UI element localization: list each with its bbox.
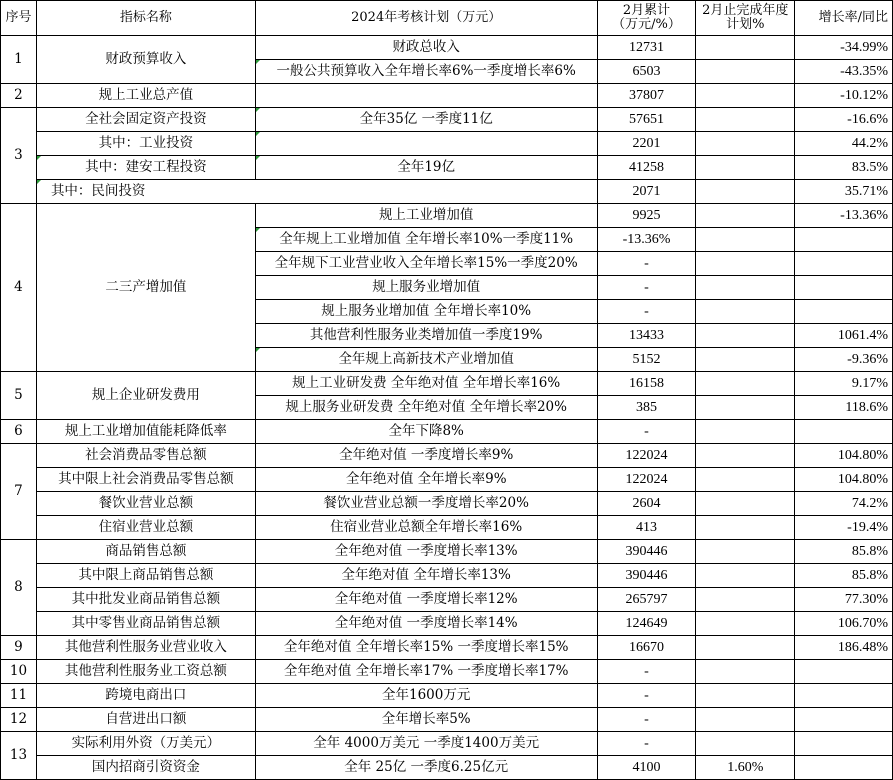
header-completion[interactable]: 2月止完成年度计划% [696, 1, 795, 36]
header-row [1, 1, 893, 36]
completion-cell[interactable] [696, 684, 795, 708]
plan-cell[interactable]: 财政总收入 [255, 36, 597, 60]
cumulative-cell[interactable]: 390446 [597, 564, 696, 588]
growth-cell[interactable]: 85.8% [795, 540, 893, 564]
indicator-name-cell[interactable]: 国内招商引资资金 [36, 756, 255, 780]
table-row [1, 156, 893, 180]
completion-cell[interactable] [696, 612, 795, 636]
cumulative-cell[interactable]: - [597, 732, 696, 756]
seq-cell[interactable]: 5 [1, 372, 37, 420]
table-row [1, 732, 893, 756]
plan-cell[interactable]: 全年19亿 [255, 156, 597, 180]
indicator-name-cell[interactable]: 实际利用外资（万美元） [36, 732, 255, 756]
table-row [1, 36, 893, 60]
indicator-name-cell[interactable]: 社会消费品零售总额 [36, 444, 255, 468]
cumulative-cell[interactable]: 37807 [597, 84, 696, 108]
plan-cell[interactable]: 全年增长率5% [255, 708, 597, 732]
table-row [1, 540, 893, 564]
completion-cell[interactable] [696, 660, 795, 684]
plan-cell[interactable]: 全年绝对值 全年增长率9% [255, 468, 597, 492]
completion-cell[interactable] [696, 516, 795, 540]
growth-cell[interactable]: 186.48% [795, 636, 893, 660]
growth-cell[interactable] [795, 300, 893, 324]
completion-cell[interactable] [696, 540, 795, 564]
seq-cell[interactable]: 12 [1, 708, 37, 732]
cumulative-cell[interactable]: 13433 [597, 324, 696, 348]
table-row [1, 708, 893, 732]
table-row [1, 492, 893, 516]
growth-cell[interactable] [795, 708, 893, 732]
indicator-name-cell[interactable]: 住宿业营业总额 [36, 516, 255, 540]
indicator-name-cell[interactable]: 财政预算收入 [36, 36, 255, 84]
completion-cell[interactable] [696, 468, 795, 492]
completion-cell[interactable] [696, 60, 795, 84]
growth-cell[interactable] [795, 660, 893, 684]
cumulative-cell[interactable]: 9925 [597, 204, 696, 228]
indicator-name-cell[interactable]: 商品销售总额 [36, 540, 255, 564]
seq-cell[interactable]: 10 [1, 660, 37, 684]
table-row [1, 132, 893, 156]
cumulative-cell[interactable]: 16670 [597, 636, 696, 660]
table-row [1, 420, 893, 444]
cumulative-cell[interactable]: 265797 [597, 588, 696, 612]
cumulative-cell[interactable]: - [597, 684, 696, 708]
plan-cell[interactable]: 规上服务业增加值 全年增长率10% [255, 300, 597, 324]
seq-cell[interactable]: 9 [1, 636, 37, 660]
indicator-name-cell[interactable]: 其中：民间投资 [36, 180, 597, 204]
completion-cell[interactable] [696, 84, 795, 108]
completion-cell[interactable] [696, 372, 795, 396]
seq-cell[interactable]: 8 [1, 540, 37, 636]
seq-cell[interactable]: 13 [1, 732, 37, 780]
completion-cell[interactable] [696, 204, 795, 228]
cumulative-cell[interactable]: 2071 [597, 180, 696, 204]
cumulative-cell[interactable]: 2604 [597, 492, 696, 516]
plan-cell[interactable]: 全年绝对值 一季度增长率12% [255, 588, 597, 612]
growth-cell[interactable]: 83.5% [795, 156, 893, 180]
cumulative-cell[interactable]: 41258 [597, 156, 696, 180]
plan-cell[interactable]: 全年绝对值 全年增长率17% 一季度增长率17% [255, 660, 597, 684]
growth-cell[interactable] [795, 684, 893, 708]
plan-cell[interactable]: 规上工业研发费 全年绝对值 全年增长率16% [255, 372, 597, 396]
completion-cell[interactable] [696, 420, 795, 444]
indicator-name-cell[interactable]: 其他营利性服务业营业收入 [36, 636, 255, 660]
completion-cell[interactable] [696, 180, 795, 204]
table-row [1, 684, 893, 708]
plan-cell[interactable]: 规上服务业增加值 [255, 276, 597, 300]
completion-cell[interactable] [696, 252, 795, 276]
header-cumulative[interactable]: 2月累计 （万元/%） [597, 1, 696, 36]
plan-cell[interactable] [255, 84, 597, 108]
indicator-name-cell[interactable]: 其中限上社会消费品零售总额 [36, 468, 255, 492]
completion-cell[interactable] [696, 300, 795, 324]
cumulative-cell[interactable]: 12731 [597, 36, 696, 60]
completion-cell[interactable] [696, 636, 795, 660]
cumulative-cell[interactable]: -13.36% [597, 228, 696, 252]
table-row [1, 372, 893, 396]
table-row [1, 756, 893, 780]
plan-cell[interactable]: 住宿业营业总额全年增长率16% [255, 516, 597, 540]
growth-cell[interactable]: -34.99% [795, 36, 893, 60]
growth-cell[interactable]: 118.6% [795, 396, 893, 420]
growth-cell[interactable]: -13.36% [795, 204, 893, 228]
header-growth[interactable]: 增长率/同比 [795, 1, 893, 36]
seq-cell[interactable]: 11 [1, 684, 37, 708]
table-row [1, 204, 893, 228]
completion-cell[interactable] [696, 156, 795, 180]
plan-cell[interactable]: 餐饮业营业总额一季度增长率20% [255, 492, 597, 516]
table-row [1, 516, 893, 540]
completion-cell[interactable] [696, 36, 795, 60]
growth-cell[interactable]: 44.2% [795, 132, 893, 156]
growth-cell[interactable] [795, 252, 893, 276]
growth-cell[interactable]: 35.71% [795, 180, 893, 204]
completion-cell[interactable] [696, 492, 795, 516]
plan-cell[interactable]: 全年绝对值 全年增长率13% [255, 564, 597, 588]
plan-cell[interactable]: 全年绝对值 一季度增长率9% [255, 444, 597, 468]
growth-cell[interactable]: -10.12% [795, 84, 893, 108]
cumulative-cell[interactable]: 122024 [597, 444, 696, 468]
seq-cell[interactable]: 6 [1, 420, 37, 444]
plan-cell[interactable]: 全年 4000万美元 一季度1400万美元 [255, 732, 597, 756]
table-row [1, 108, 893, 132]
growth-cell[interactable] [795, 276, 893, 300]
cumulative-cell[interactable]: 4100 [597, 756, 696, 780]
header-name[interactable]: 指标名称 [36, 1, 255, 36]
plan-cell[interactable]: 一般公共预算收入全年增长率6%一季度增长率6% [255, 60, 597, 84]
growth-cell[interactable]: -19.4% [795, 516, 893, 540]
cumulative-cell[interactable]: - [597, 420, 696, 444]
growth-cell[interactable] [795, 420, 893, 444]
growth-cell[interactable]: 74.2% [795, 492, 893, 516]
header-plan[interactable]: 2024年考核计划（万元） [255, 1, 597, 36]
cumulative-cell[interactable]: 122024 [597, 468, 696, 492]
cumulative-cell[interactable]: 390446 [597, 540, 696, 564]
growth-cell[interactable] [795, 756, 893, 780]
seq-cell[interactable]: 2 [1, 84, 37, 108]
completion-cell[interactable] [696, 732, 795, 756]
growth-cell[interactable]: 9.17% [795, 372, 893, 396]
table-row [1, 468, 893, 492]
table-row [1, 444, 893, 468]
indicator-name-cell[interactable]: 其中限上商品销售总额 [36, 564, 255, 588]
plan-cell[interactable]: 全年绝对值 全年增长率15% 一季度增长率15% [255, 636, 597, 660]
plan-cell[interactable]: 全年绝对值 一季度增长率14% [255, 612, 597, 636]
plan-cell[interactable]: 规上服务业研发费 全年绝对值 全年增长率20% [255, 396, 597, 420]
cumulative-cell[interactable]: - [597, 276, 696, 300]
table-row [1, 180, 893, 204]
plan-cell[interactable]: 全年规上工业增加值 全年增长率10%一季度11% [255, 228, 597, 252]
indicator-name-cell[interactable]: 二三产增加值 [36, 204, 255, 372]
growth-cell[interactable] [795, 732, 893, 756]
indicator-name-cell[interactable]: 规上工业总产值 [36, 84, 255, 108]
table-row [1, 636, 893, 660]
cumulative-cell[interactable]: 2201 [597, 132, 696, 156]
plan-cell[interactable]: 规上工业增加值 [255, 204, 597, 228]
growth-cell[interactable]: 104.80% [795, 468, 893, 492]
cumulative-cell[interactable]: 16158 [597, 372, 696, 396]
plan-cell[interactable]: 全年下降8% [255, 420, 597, 444]
completion-cell[interactable] [696, 588, 795, 612]
header-seq[interactable]: 序号 [1, 1, 37, 36]
completion-cell[interactable] [696, 276, 795, 300]
growth-cell[interactable] [795, 228, 893, 252]
growth-cell[interactable]: 106.70% [795, 612, 893, 636]
indicator-name-cell[interactable]: 全社会固定资产投资 [36, 108, 255, 132]
plan-cell[interactable]: 其他营利性服务业类增加值一季度19% [255, 324, 597, 348]
indicator-name-cell[interactable]: 规上企业研发费用 [36, 372, 255, 420]
cumulative-cell[interactable]: 124649 [597, 612, 696, 636]
cumulative-cell[interactable]: 57651 [597, 108, 696, 132]
table-row [1, 612, 893, 636]
seq-cell[interactable]: 3 [1, 108, 37, 204]
table-row [1, 588, 893, 612]
cumulative-cell[interactable]: - [597, 708, 696, 732]
indicator-name-cell[interactable]: 其中：建安工程投资 [36, 156, 255, 180]
plan-cell[interactable]: 全年35亿 一季度11亿 [255, 108, 597, 132]
completion-cell[interactable] [696, 396, 795, 420]
table-row [1, 564, 893, 588]
table-row [1, 84, 893, 108]
completion-cell[interactable] [696, 108, 795, 132]
growth-cell[interactable]: -16.6% [795, 108, 893, 132]
indicator-name-cell[interactable]: 其中：工业投资 [36, 132, 255, 156]
cumulative-cell[interactable]: - [597, 660, 696, 684]
cumulative-cell[interactable]: 385 [597, 396, 696, 420]
table-row [1, 660, 893, 684]
seq-cell[interactable]: 7 [1, 444, 37, 540]
completion-cell[interactable] [696, 228, 795, 252]
cumulative-cell[interactable]: 413 [597, 516, 696, 540]
indicator-name-cell[interactable]: 其中批发业商品销售总额 [36, 588, 255, 612]
cumulative-cell[interactable]: 6503 [597, 60, 696, 84]
growth-cell[interactable]: 85.8% [795, 564, 893, 588]
cumulative-cell[interactable]: - [597, 300, 696, 324]
growth-cell[interactable]: 1061.4% [795, 324, 893, 348]
indicator-name-cell[interactable]: 跨境电商出口 [36, 684, 255, 708]
completion-cell[interactable] [696, 708, 795, 732]
indicator-name-cell[interactable]: 餐饮业营业总额 [36, 492, 255, 516]
cumulative-cell[interactable]: 5152 [597, 348, 696, 372]
growth-cell[interactable]: -9.36% [795, 348, 893, 372]
cumulative-cell[interactable]: - [597, 252, 696, 276]
indicator-name-cell[interactable]: 规上工业增加值能耗降低率 [36, 420, 255, 444]
completion-cell[interactable] [696, 564, 795, 588]
plan-cell[interactable]: 全年1600万元 [255, 684, 597, 708]
seq-cell[interactable]: 4 [1, 204, 37, 372]
plan-cell[interactable]: 全年规下工业营业收入全年增长率15%一季度20% [255, 252, 597, 276]
completion-cell[interactable] [696, 132, 795, 156]
plan-cell[interactable]: 全年规上高新技术产业增加值 [255, 348, 597, 372]
growth-cell[interactable]: -43.35% [795, 60, 893, 84]
completion-cell[interactable] [696, 444, 795, 468]
plan-cell[interactable]: 全年绝对值 一季度增长率13% [255, 540, 597, 564]
completion-cell[interactable] [696, 348, 795, 372]
completion-cell[interactable]: 1.60% [696, 756, 795, 780]
seq-cell[interactable]: 1 [1, 36, 37, 84]
indicator-name-cell[interactable]: 其中零售业商品销售总额 [36, 612, 255, 636]
completion-cell[interactable] [696, 324, 795, 348]
indicator-name-cell[interactable]: 自营进出口额 [36, 708, 255, 732]
indicator-name-cell[interactable]: 其他营利性服务业工资总额 [36, 660, 255, 684]
growth-cell[interactable]: 104.80% [795, 444, 893, 468]
plan-cell[interactable]: 全年 25亿 一季度6.25亿元 [255, 756, 597, 780]
growth-cell[interactable]: 77.30% [795, 588, 893, 612]
plan-cell[interactable] [255, 132, 597, 156]
